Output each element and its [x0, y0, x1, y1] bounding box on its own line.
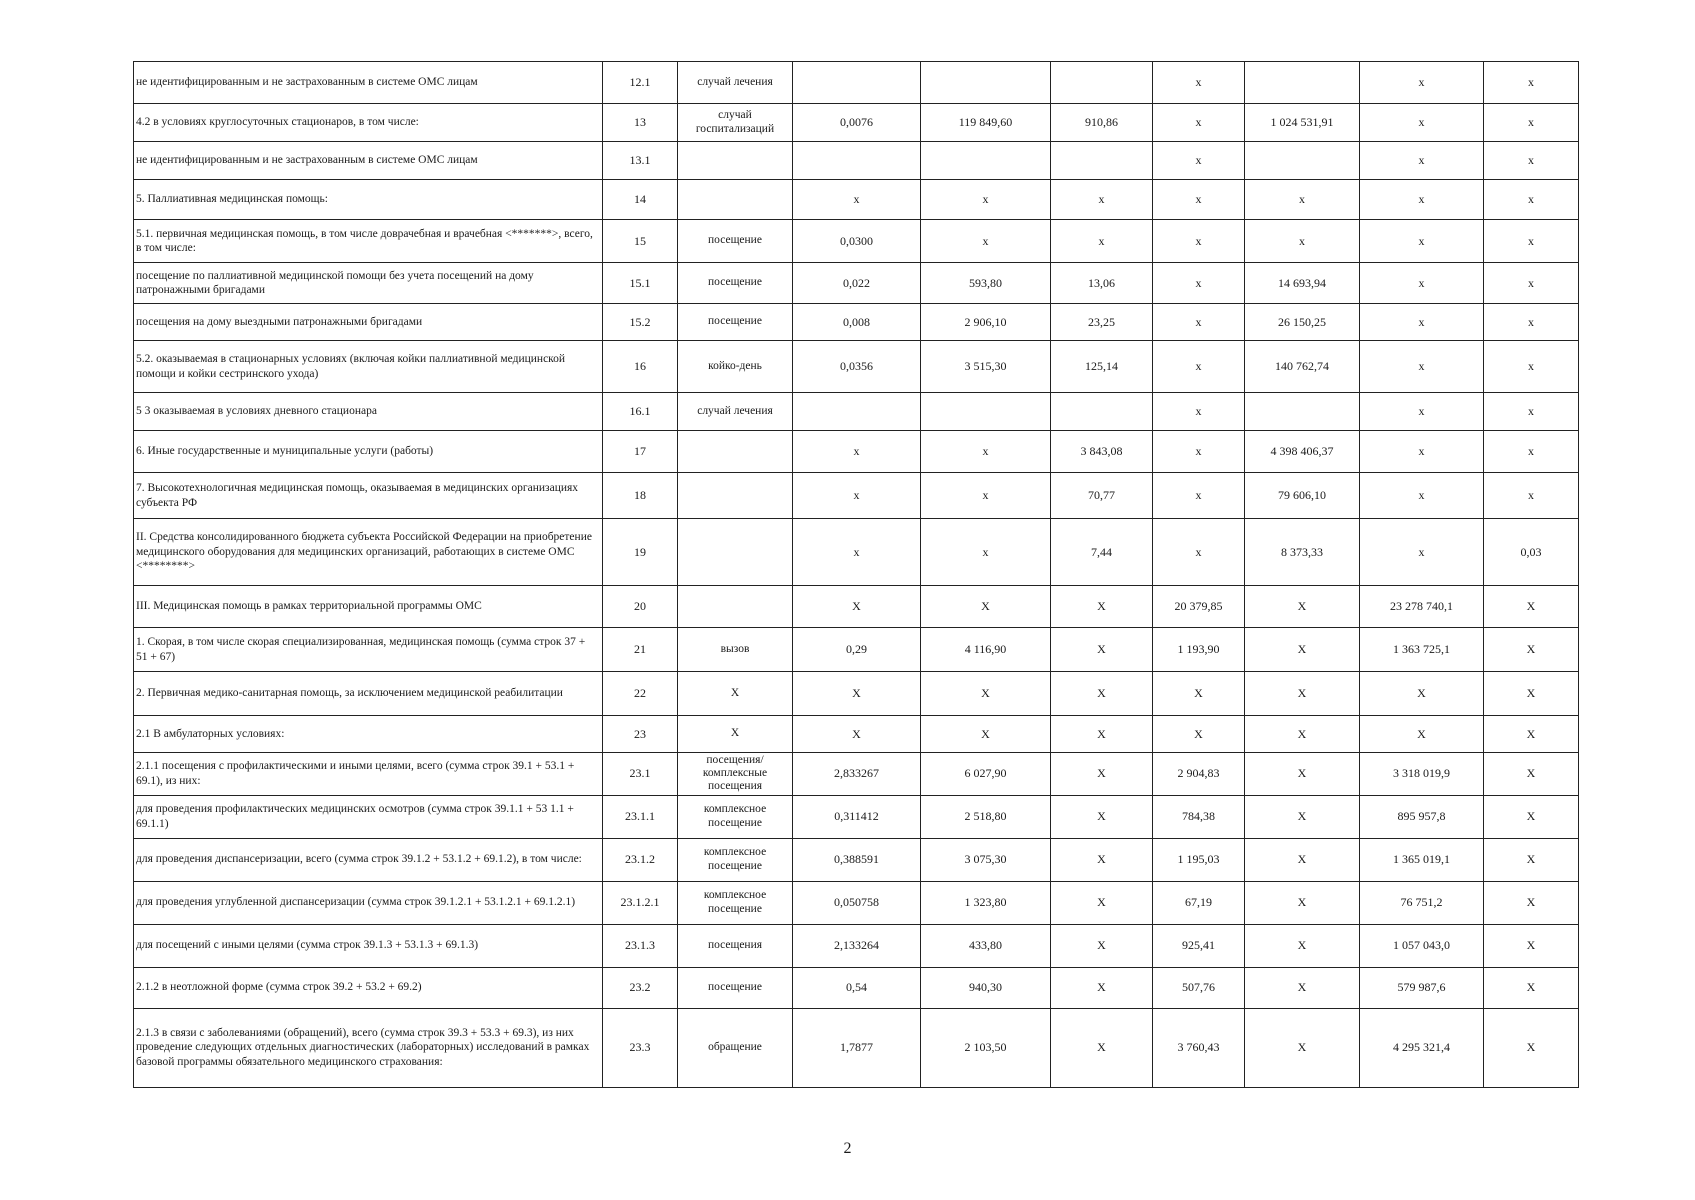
row-value-2-cell: х: [921, 519, 1051, 586]
row-name-cell: II. Средства консолидированного бюджета субъекта Российской Федерации на приобретение медицинского оборудования для медицинских организаций, работающих в системе ОМС <********>: [134, 519, 603, 586]
row-value-6-cell: х: [1360, 304, 1484, 341]
row-value-2-cell: 119 849,60: [921, 104, 1051, 142]
row-value-6-cell: 1 363 725,1: [1360, 628, 1484, 672]
table-row: [134, 586, 1579, 628]
row-value-5-cell: 26 150,25: [1245, 304, 1360, 341]
row-code-cell: 12.1: [603, 62, 678, 104]
row-unit-cell: случай госпитализаций: [678, 104, 793, 142]
row-name-cell: для проведения профилактических медицинских осмотров (сумма строк 39.1.1 + 53 1.1 + 69.1.1): [134, 795, 603, 838]
row-name-cell: посещение по паллиативной медицинской помощи без учета посещений на дому патронажными бригадами: [134, 263, 603, 304]
row-value-6-cell: х: [1360, 393, 1484, 431]
row-value-1-cell: 0,311412: [793, 795, 921, 838]
row-unit-cell: комплексное посещение: [678, 795, 793, 838]
table-row: [134, 753, 1579, 796]
row-code-cell: 17: [603, 431, 678, 473]
row-value-6-cell: 1 057 043,0: [1360, 924, 1484, 967]
row-unit-cell: [678, 586, 793, 628]
table-row: [134, 628, 1579, 672]
row-value-2-cell: 2 906,10: [921, 304, 1051, 341]
row-value-3-cell: х: [1051, 180, 1153, 220]
row-code-cell: 23.1: [603, 753, 678, 796]
row-value-2-cell: 6 027,90: [921, 753, 1051, 796]
row-value-2-cell: 2 103,50: [921, 1008, 1051, 1087]
row-value-7-cell: х: [1484, 393, 1579, 431]
row-value-3-cell: X: [1051, 753, 1153, 796]
row-unit-cell: [678, 519, 793, 586]
row-value-2-cell: 1 323,80: [921, 881, 1051, 924]
row-name-cell: 2.1.3 в связи с заболеваниями (обращений), всего (сумма строк 39.3 + 53.3 + 69.3), из них проведение следующих отдельных диагностических (лабораторных) исследований в рамках базовой программы обязательного медицинского страхования:: [134, 1008, 603, 1087]
row-value-3-cell: X: [1051, 586, 1153, 628]
table-row: [134, 341, 1579, 393]
row-value-5-cell: 79 606,10: [1245, 473, 1360, 519]
row-value-4-cell: х: [1153, 180, 1245, 220]
table-row: [134, 967, 1579, 1008]
row-value-4-cell: х: [1153, 304, 1245, 341]
row-name-cell: 2. Первичная медико-санитарная помощь, за исключением медицинской реабилитации: [134, 672, 603, 716]
row-code-cell: 23.1.2.1: [603, 881, 678, 924]
row-value-3-cell: 3 843,08: [1051, 431, 1153, 473]
row-value-2-cell: х: [921, 431, 1051, 473]
row-code-cell: 16: [603, 341, 678, 393]
row-value-5-cell: X: [1245, 1008, 1360, 1087]
table-row: [134, 1008, 1579, 1087]
row-value-3-cell: 13,06: [1051, 263, 1153, 304]
row-value-2-cell: X: [921, 716, 1051, 753]
row-value-3-cell: [1051, 62, 1153, 104]
row-value-2-cell: х: [921, 473, 1051, 519]
table-row: [134, 104, 1579, 142]
row-value-2-cell: 3 075,30: [921, 838, 1051, 881]
row-name-cell: посещения на дому выездными патронажными бригадами: [134, 304, 603, 341]
row-value-7-cell: х: [1484, 341, 1579, 393]
row-value-5-cell: [1245, 62, 1360, 104]
row-value-5-cell: 1 024 531,91: [1245, 104, 1360, 142]
row-value-6-cell: х: [1360, 62, 1484, 104]
row-value-6-cell: х: [1360, 180, 1484, 220]
row-value-3-cell: [1051, 142, 1153, 180]
row-value-6-cell: х: [1360, 220, 1484, 263]
table-row: [134, 220, 1579, 263]
row-code-cell: 16.1: [603, 393, 678, 431]
row-value-2-cell: 593,80: [921, 263, 1051, 304]
row-value-6-cell: х: [1360, 431, 1484, 473]
row-value-7-cell: X: [1484, 967, 1579, 1008]
row-value-3-cell: X: [1051, 795, 1153, 838]
row-value-1-cell: х: [793, 519, 921, 586]
row-name-cell: для посещений с иными целями (сумма строк 39.1.3 + 53.1.3 + 69.1.3): [134, 924, 603, 967]
row-unit-cell: комплексное посещение: [678, 881, 793, 924]
row-value-2-cell: х: [921, 180, 1051, 220]
table-row: [134, 716, 1579, 753]
row-code-cell: 23.2: [603, 967, 678, 1008]
row-value-7-cell: х: [1484, 304, 1579, 341]
row-value-4-cell: х: [1153, 263, 1245, 304]
row-unit-cell: обращение: [678, 1008, 793, 1087]
row-value-1-cell: 0,008: [793, 304, 921, 341]
row-value-4-cell: 2 904,83: [1153, 753, 1245, 796]
row-value-7-cell: X: [1484, 795, 1579, 838]
row-value-2-cell: [921, 393, 1051, 431]
row-name-cell: 1. Скорая, в том числе скорая специализированная, медицинская помощь (сумма строк 37 + 51 + 67): [134, 628, 603, 672]
row-value-7-cell: х: [1484, 180, 1579, 220]
row-code-cell: 23.3: [603, 1008, 678, 1087]
row-value-6-cell: х: [1360, 473, 1484, 519]
row-name-cell: 2.1.1 посещения с профилактическими и иными целями, всего (сумма строк 39.1 + 53.1 + 69.1), из них:: [134, 753, 603, 796]
row-value-1-cell: X: [793, 672, 921, 716]
row-value-7-cell: х: [1484, 220, 1579, 263]
row-value-2-cell: 3 515,30: [921, 341, 1051, 393]
row-value-6-cell: х: [1360, 341, 1484, 393]
row-value-2-cell: х: [921, 220, 1051, 263]
row-value-3-cell: X: [1051, 967, 1153, 1008]
row-code-cell: 22: [603, 672, 678, 716]
table-row: [134, 393, 1579, 431]
row-code-cell: 20: [603, 586, 678, 628]
row-value-1-cell: 0,0300: [793, 220, 921, 263]
row-value-6-cell: х: [1360, 263, 1484, 304]
row-value-3-cell: 23,25: [1051, 304, 1153, 341]
row-value-5-cell: X: [1245, 753, 1360, 796]
row-value-3-cell: X: [1051, 924, 1153, 967]
table-row: [134, 924, 1579, 967]
row-value-5-cell: 14 693,94: [1245, 263, 1360, 304]
row-value-7-cell: X: [1484, 672, 1579, 716]
row-name-cell: 2.1.2 в неотложной форме (сумма строк 39.2 + 53.2 + 69.2): [134, 967, 603, 1008]
row-unit-cell: посещение: [678, 304, 793, 341]
table-row: [134, 672, 1579, 716]
table-row: [134, 838, 1579, 881]
row-unit-cell: посещения: [678, 924, 793, 967]
table-row: [134, 431, 1579, 473]
row-unit-cell: вызов: [678, 628, 793, 672]
row-unit-cell: посещения/ комплексные посещения: [678, 753, 793, 796]
row-value-6-cell: 1 365 019,1: [1360, 838, 1484, 881]
row-value-5-cell: 8 373,33: [1245, 519, 1360, 586]
row-name-cell: для проведения диспансеризации, всего (сумма строк 39.1.2 + 53.1.2 + 69.1.2), в том числе:: [134, 838, 603, 881]
row-value-6-cell: X: [1360, 672, 1484, 716]
row-value-1-cell: 0,388591: [793, 838, 921, 881]
row-value-5-cell: [1245, 142, 1360, 180]
row-name-cell: 5 3 оказываемая в условиях дневного стационара: [134, 393, 603, 431]
row-value-5-cell: X: [1245, 795, 1360, 838]
row-value-5-cell: X: [1245, 586, 1360, 628]
row-value-7-cell: X: [1484, 881, 1579, 924]
row-unit-cell: [678, 431, 793, 473]
table-body: [134, 62, 1579, 1088]
row-value-4-cell: X: [1153, 672, 1245, 716]
row-unit-cell: случай лечения: [678, 393, 793, 431]
row-name-cell: 5.2. оказываемая в стационарных условиях (включая койки паллиативной медицинской помощи и койки сестринского ухода): [134, 341, 603, 393]
row-value-5-cell: 4 398 406,37: [1245, 431, 1360, 473]
row-value-4-cell: х: [1153, 341, 1245, 393]
row-value-4-cell: 3 760,43: [1153, 1008, 1245, 1087]
row-value-5-cell: х: [1245, 180, 1360, 220]
table-row: [134, 304, 1579, 341]
row-value-3-cell: X: [1051, 1008, 1153, 1087]
row-value-5-cell: X: [1245, 672, 1360, 716]
row-name-cell: не идентифицированным и не застрахованным в системе ОМС лицам: [134, 142, 603, 180]
row-unit-cell: комплексное посещение: [678, 838, 793, 881]
row-value-3-cell: 7,44: [1051, 519, 1153, 586]
row-value-3-cell: X: [1051, 672, 1153, 716]
row-value-6-cell: х: [1360, 104, 1484, 142]
row-value-7-cell: 0,03: [1484, 519, 1579, 586]
row-name-cell: 5.1. первичная медицинская помощь, в том числе доврачебная и врачебная <*******>, всего, в том числе:: [134, 220, 603, 263]
row-value-6-cell: 579 987,6: [1360, 967, 1484, 1008]
row-value-7-cell: X: [1484, 753, 1579, 796]
row-value-3-cell: 70,77: [1051, 473, 1153, 519]
row-unit-cell: [678, 142, 793, 180]
row-value-1-cell: 0,050758: [793, 881, 921, 924]
row-code-cell: 14: [603, 180, 678, 220]
row-value-4-cell: 925,41: [1153, 924, 1245, 967]
row-code-cell: 19: [603, 519, 678, 586]
row-name-cell: III. Медицинская помощь в рамках территориальной программы ОМС: [134, 586, 603, 628]
row-code-cell: 15: [603, 220, 678, 263]
row-value-4-cell: 67,19: [1153, 881, 1245, 924]
row-value-7-cell: X: [1484, 628, 1579, 672]
row-value-7-cell: х: [1484, 263, 1579, 304]
row-value-5-cell: 140 762,74: [1245, 341, 1360, 393]
row-value-6-cell: 3 318 019,9: [1360, 753, 1484, 796]
row-value-5-cell: X: [1245, 838, 1360, 881]
row-value-3-cell: X: [1051, 838, 1153, 881]
row-value-4-cell: х: [1153, 393, 1245, 431]
row-value-1-cell: 0,022: [793, 263, 921, 304]
table-row: [134, 519, 1579, 586]
row-value-1-cell: х: [793, 431, 921, 473]
table-row: [134, 263, 1579, 304]
row-value-4-cell: х: [1153, 519, 1245, 586]
row-unit-cell: X: [678, 672, 793, 716]
row-value-6-cell: 895 957,8: [1360, 795, 1484, 838]
row-value-5-cell: X: [1245, 628, 1360, 672]
row-value-7-cell: х: [1484, 473, 1579, 519]
row-value-6-cell: 23 278 740,1: [1360, 586, 1484, 628]
row-code-cell: 18: [603, 473, 678, 519]
row-value-5-cell: X: [1245, 924, 1360, 967]
row-value-4-cell: 507,76: [1153, 967, 1245, 1008]
row-value-4-cell: 784,38: [1153, 795, 1245, 838]
row-value-2-cell: 2 518,80: [921, 795, 1051, 838]
row-value-1-cell: [793, 62, 921, 104]
row-value-1-cell: 2,833267: [793, 753, 921, 796]
row-name-cell: 6. Иные государственные и муниципальные услуги (работы): [134, 431, 603, 473]
row-value-3-cell: [1051, 393, 1153, 431]
row-value-5-cell: [1245, 393, 1360, 431]
row-value-6-cell: х: [1360, 519, 1484, 586]
row-unit-cell: посещение: [678, 220, 793, 263]
row-value-2-cell: [921, 62, 1051, 104]
row-name-cell: 2.1 В амбулаторных условиях:: [134, 716, 603, 753]
row-value-2-cell: 433,80: [921, 924, 1051, 967]
row-code-cell: 13: [603, 104, 678, 142]
row-unit-cell: [678, 473, 793, 519]
row-value-7-cell: X: [1484, 1008, 1579, 1087]
table-row: [134, 142, 1579, 180]
row-unit-cell: посещение: [678, 263, 793, 304]
table-row: [134, 881, 1579, 924]
row-value-1-cell: 0,0356: [793, 341, 921, 393]
row-value-7-cell: X: [1484, 716, 1579, 753]
row-value-4-cell: х: [1153, 142, 1245, 180]
row-value-7-cell: X: [1484, 838, 1579, 881]
table-row: [134, 62, 1579, 104]
row-value-1-cell: 0,54: [793, 967, 921, 1008]
row-name-cell: не идентифицированным и не застрахованным в системе ОМС лицам: [134, 62, 603, 104]
row-name-cell: 7. Высокотехнологичная медицинская помощь, оказываемая в медицинских организациях субъекта РФ: [134, 473, 603, 519]
row-code-cell: 21: [603, 628, 678, 672]
medical-care-table: [133, 61, 1579, 1088]
row-value-5-cell: X: [1245, 967, 1360, 1008]
row-value-4-cell: 1 193,90: [1153, 628, 1245, 672]
row-name-cell: 5. Паллиативная медицинская помощь:: [134, 180, 603, 220]
row-unit-cell: [678, 180, 793, 220]
row-value-1-cell: X: [793, 586, 921, 628]
row-value-6-cell: х: [1360, 142, 1484, 180]
row-value-1-cell: X: [793, 716, 921, 753]
row-value-4-cell: х: [1153, 220, 1245, 263]
row-value-7-cell: X: [1484, 924, 1579, 967]
row-value-3-cell: 125,14: [1051, 341, 1153, 393]
table-row: [134, 180, 1579, 220]
row-value-1-cell: х: [793, 473, 921, 519]
row-code-cell: 23.1.2: [603, 838, 678, 881]
row-code-cell: 15.1: [603, 263, 678, 304]
row-value-7-cell: х: [1484, 62, 1579, 104]
row-unit-cell: X: [678, 716, 793, 753]
row-value-1-cell: 1,7877: [793, 1008, 921, 1087]
row-unit-cell: случай лечения: [678, 62, 793, 104]
row-name-cell: для проведения углубленной диспансеризации (сумма строк 39.1.2.1 + 53.1.2.1 + 69.1.2.1): [134, 881, 603, 924]
row-value-3-cell: 910,86: [1051, 104, 1153, 142]
row-value-4-cell: х: [1153, 431, 1245, 473]
row-value-3-cell: X: [1051, 716, 1153, 753]
row-unit-cell: посещение: [678, 967, 793, 1008]
row-value-1-cell: х: [793, 180, 921, 220]
row-value-6-cell: 4 295 321,4: [1360, 1008, 1484, 1087]
row-value-5-cell: X: [1245, 716, 1360, 753]
row-value-4-cell: х: [1153, 104, 1245, 142]
row-value-2-cell: 940,30: [921, 967, 1051, 1008]
row-value-3-cell: х: [1051, 220, 1153, 263]
row-value-1-cell: 0,29: [793, 628, 921, 672]
row-code-cell: 15.2: [603, 304, 678, 341]
table-row: [134, 795, 1579, 838]
row-code-cell: 23: [603, 716, 678, 753]
row-value-4-cell: 20 379,85: [1153, 586, 1245, 628]
row-value-3-cell: X: [1051, 881, 1153, 924]
row-value-4-cell: X: [1153, 716, 1245, 753]
row-value-1-cell: [793, 142, 921, 180]
row-value-1-cell: [793, 393, 921, 431]
row-value-6-cell: 76 751,2: [1360, 881, 1484, 924]
row-code-cell: 23.1.1: [603, 795, 678, 838]
row-name-cell: 4.2 в условиях круглосуточных стационаров, в том числе:: [134, 104, 603, 142]
row-value-2-cell: X: [921, 672, 1051, 716]
row-value-3-cell: X: [1051, 628, 1153, 672]
row-value-7-cell: х: [1484, 104, 1579, 142]
row-value-7-cell: X: [1484, 586, 1579, 628]
row-value-1-cell: 0,0076: [793, 104, 921, 142]
row-value-7-cell: х: [1484, 142, 1579, 180]
row-value-5-cell: х: [1245, 220, 1360, 263]
row-value-2-cell: [921, 142, 1051, 180]
row-value-6-cell: X: [1360, 716, 1484, 753]
row-value-5-cell: X: [1245, 881, 1360, 924]
row-value-2-cell: 4 116,90: [921, 628, 1051, 672]
table-row: [134, 473, 1579, 519]
row-code-cell: 13.1: [603, 142, 678, 180]
row-code-cell: 23.1.3: [603, 924, 678, 967]
row-value-1-cell: 2,133264: [793, 924, 921, 967]
row-value-2-cell: X: [921, 586, 1051, 628]
row-value-4-cell: х: [1153, 62, 1245, 104]
row-value-4-cell: 1 195,03: [1153, 838, 1245, 881]
page-number: 2: [843, 1140, 852, 1157]
row-value-7-cell: х: [1484, 431, 1579, 473]
row-unit-cell: койко-день: [678, 341, 793, 393]
row-value-4-cell: х: [1153, 473, 1245, 519]
